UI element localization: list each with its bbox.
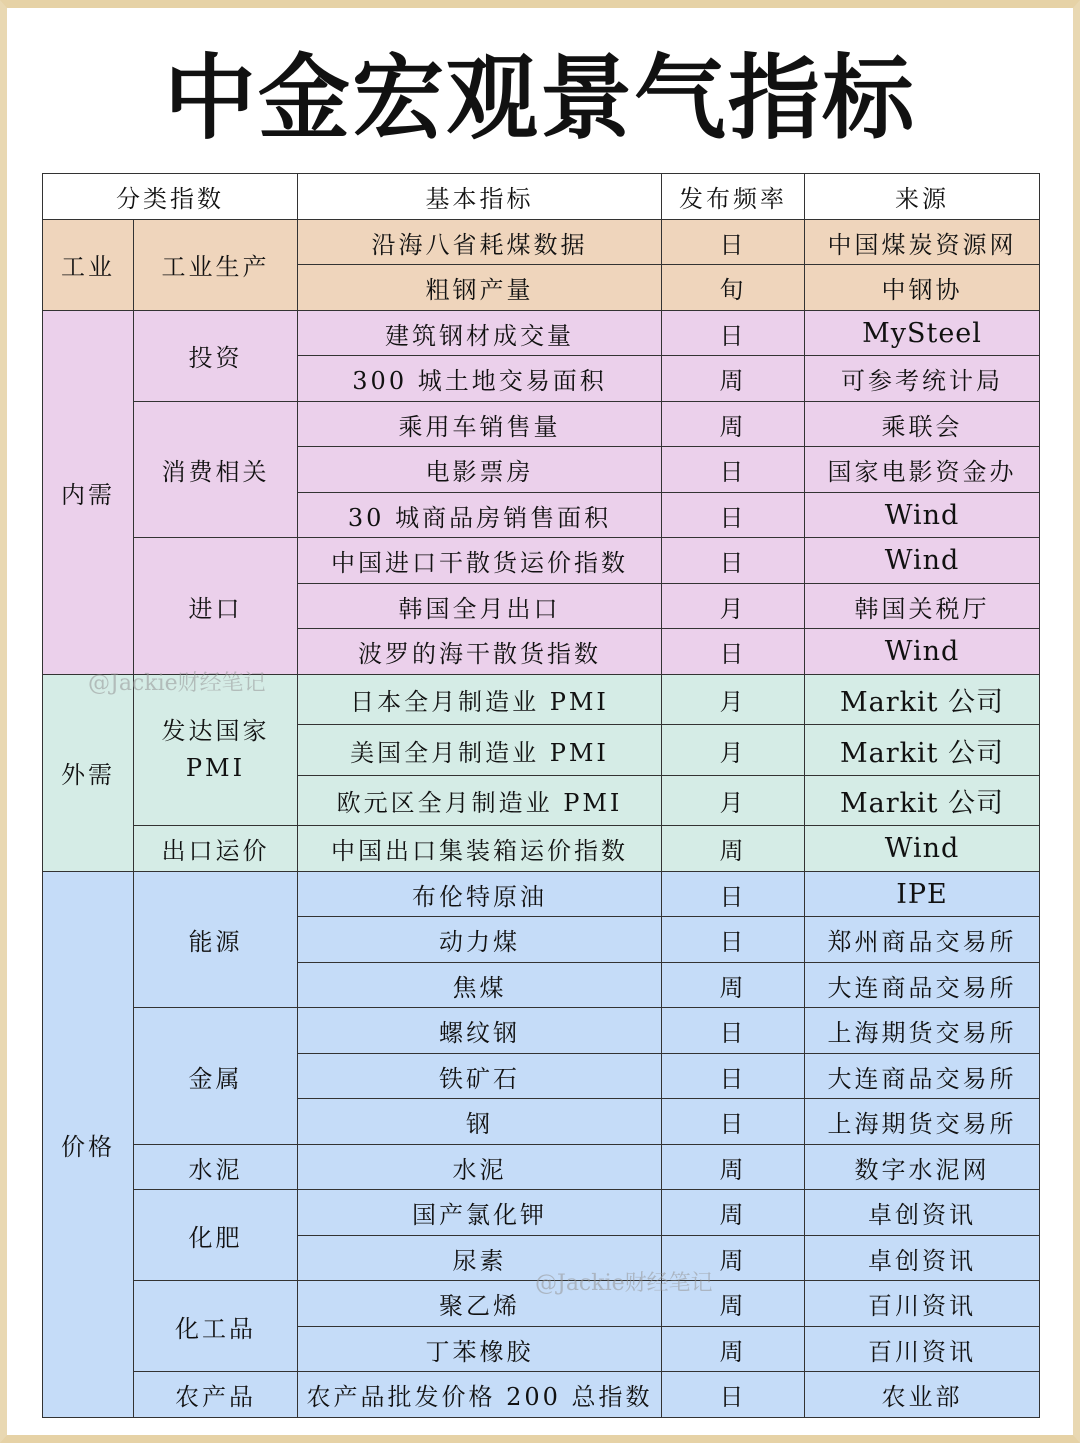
source-cell: Markit 公司 (805, 674, 1040, 725)
table-row (43, 401, 1040, 446)
source-cell: Markit 公司 (805, 725, 1040, 776)
indicator-cell: 乘用车销售量 (298, 401, 662, 446)
frequency-cell: 日 (662, 1099, 805, 1144)
frequency-cell: 月 (662, 583, 805, 628)
subgroup-fertilizer: 化肥 (134, 1190, 298, 1281)
source-cell: 大连商品交易所 (805, 1053, 1040, 1098)
frequency-cell: 日 (662, 538, 805, 583)
source-cell: 韩国关税厅 (805, 583, 1040, 628)
watermark-text: @Jackie财经笔记 (88, 671, 266, 696)
frequency-cell: 日 (662, 629, 805, 674)
indicator-cell: 建筑钢材成交量 (298, 310, 662, 355)
frequency-cell: 旬 (662, 265, 805, 310)
frequency-cell: 周 (662, 1144, 805, 1189)
frequency-cell: 日 (662, 917, 805, 962)
subgroup-investment: 投资 (134, 310, 298, 401)
indicator-cell: 尿素 (298, 1235, 662, 1280)
indicator-cell: 动力煤 (298, 917, 662, 962)
indicator-cell: 中国出口集装箱运价指数 (298, 826, 662, 871)
indicator-cell: 钢 (298, 1099, 662, 1144)
indicator-cell: 中国进口干散货运价指数 (298, 538, 662, 583)
indicator-cell: 粗钢产量 (298, 265, 662, 310)
source-cell: 卓创资讯 (805, 1190, 1040, 1235)
source-cell: MySteel (805, 310, 1040, 355)
table-row (43, 1372, 1040, 1418)
subgroup-imports: 进口 (134, 538, 298, 674)
table-row (43, 1008, 1040, 1053)
subgroup-cement: 水泥 (134, 1144, 298, 1189)
source-cell: 卓创资讯 (805, 1235, 1040, 1280)
indicator-cell: 波罗的海干散货指数 (298, 629, 662, 674)
indicator-cell: 美国全月制造业 PMI (298, 725, 662, 776)
source-cell: Wind (805, 538, 1040, 583)
indicator-cell: 丁苯橡胶 (298, 1326, 662, 1371)
indicator-cell: 欧元区全月制造业 PMI (298, 775, 662, 826)
watermark-text: @Jackie财经笔记 (535, 1271, 713, 1296)
source-cell: 中钢协 (805, 265, 1040, 310)
subgroup-consumption: 消费相关 (134, 401, 298, 537)
table-row (43, 826, 1040, 871)
source-cell: Markit 公司 (805, 775, 1040, 826)
source-cell: 可参考统计局 (805, 356, 1040, 401)
subgroup-developed-pmi (134, 674, 298, 826)
indicator-cell: 布伦特原油 (298, 871, 662, 916)
frequency-cell: 日 (662, 1372, 805, 1418)
subgroup-metals: 金属 (134, 1008, 298, 1144)
indicator-cell: 30 城商品房销售面积 (298, 492, 662, 537)
indicator-cell: 电影票房 (298, 447, 662, 492)
frequency-cell: 周 (662, 1190, 805, 1235)
table-row (43, 871, 1040, 916)
table-row (43, 1190, 1040, 1235)
indicator-cell: 聚乙烯 (298, 1281, 662, 1326)
group-external: 外需 (43, 674, 134, 871)
source-cell: 百川资讯 (805, 1326, 1040, 1371)
frequency-cell: 周 (662, 356, 805, 401)
frequency-cell: 月 (662, 674, 805, 725)
source-cell: 上海期货交易所 (805, 1099, 1040, 1144)
source-cell: Wind (805, 629, 1040, 674)
indicator-cell: 水泥 (298, 1144, 662, 1189)
subgroup-energy: 能源 (134, 871, 298, 1007)
subgroup-agriculture: 农产品 (134, 1372, 298, 1418)
frequency-cell: 日 (662, 871, 805, 916)
source-cell: 中国煤炭资源网 (805, 220, 1040, 265)
indicator-table (42, 173, 1040, 1418)
group-domestic: 内需 (43, 310, 134, 674)
header-frequency: 发布频率 (662, 174, 805, 220)
frequency-cell: 周 (662, 962, 805, 1007)
frequency-cell: 日 (662, 447, 805, 492)
indicator-cell: 沿海八省耗煤数据 (298, 220, 662, 265)
indicator-cell: 农产品批发价格 200 总指数 (298, 1372, 662, 1418)
header-source: 来源 (805, 174, 1040, 220)
indicator-cell: 螺纹钢 (298, 1008, 662, 1053)
source-cell: 数字水泥网 (805, 1144, 1040, 1189)
frequency-cell: 周 (662, 1326, 805, 1371)
indicator-cell: 铁矿石 (298, 1053, 662, 1098)
table-header-row (43, 174, 1040, 220)
source-cell: 百川资讯 (805, 1281, 1040, 1326)
frequency-cell: 周 (662, 1281, 805, 1326)
group-price: 价格 (43, 871, 134, 1417)
indicator-cell: 国产氯化钾 (298, 1190, 662, 1235)
frequency-cell: 日 (662, 220, 805, 265)
source-cell: 郑州商品交易所 (805, 917, 1040, 962)
frequency-cell: 日 (662, 1053, 805, 1098)
frequency-cell: 月 (662, 725, 805, 776)
frequency-cell: 日 (662, 310, 805, 355)
page-title: 中金宏观景气指标 (163, 45, 916, 152)
source-cell: 大连商品交易所 (805, 962, 1040, 1007)
group-industry: 工业 (43, 220, 134, 311)
indicator-cell: 日本全月制造业 PMI (298, 674, 662, 725)
frequency-cell: 月 (662, 775, 805, 826)
subgroup-chemicals: 化工品 (134, 1281, 298, 1372)
header-category: 分类指数 (43, 174, 298, 220)
subgroup-production: 工业生产 (134, 220, 298, 311)
source-cell: 国家电影资金办 (805, 447, 1040, 492)
table-row (43, 310, 1040, 355)
indicator-cell: 300 城土地交易面积 (298, 356, 662, 401)
frequency-cell: 周 (662, 1235, 805, 1280)
table-row (43, 538, 1040, 583)
subgroup-export-freight: 出口运价 (134, 826, 298, 871)
source-cell: 上海期货交易所 (805, 1008, 1040, 1053)
source-cell: IPE (805, 871, 1040, 916)
source-cell: Wind (805, 826, 1040, 871)
table-row (43, 220, 1040, 265)
frequency-cell: 周 (662, 826, 805, 871)
source-cell: 乘联会 (805, 401, 1040, 446)
indicator-cell: 韩国全月出口 (298, 583, 662, 628)
frequency-cell: 周 (662, 401, 805, 446)
frequency-cell: 日 (662, 1008, 805, 1053)
subgroup-developed-pmi-label: 发达国家 PMI (161, 717, 270, 783)
source-cell: 农业部 (805, 1372, 1040, 1418)
indicator-cell: 焦煤 (298, 962, 662, 1007)
source-cell: Wind (805, 492, 1040, 537)
table-row (43, 1144, 1040, 1189)
header-indicator: 基本指标 (298, 174, 662, 220)
frequency-cell: 日 (662, 492, 805, 537)
